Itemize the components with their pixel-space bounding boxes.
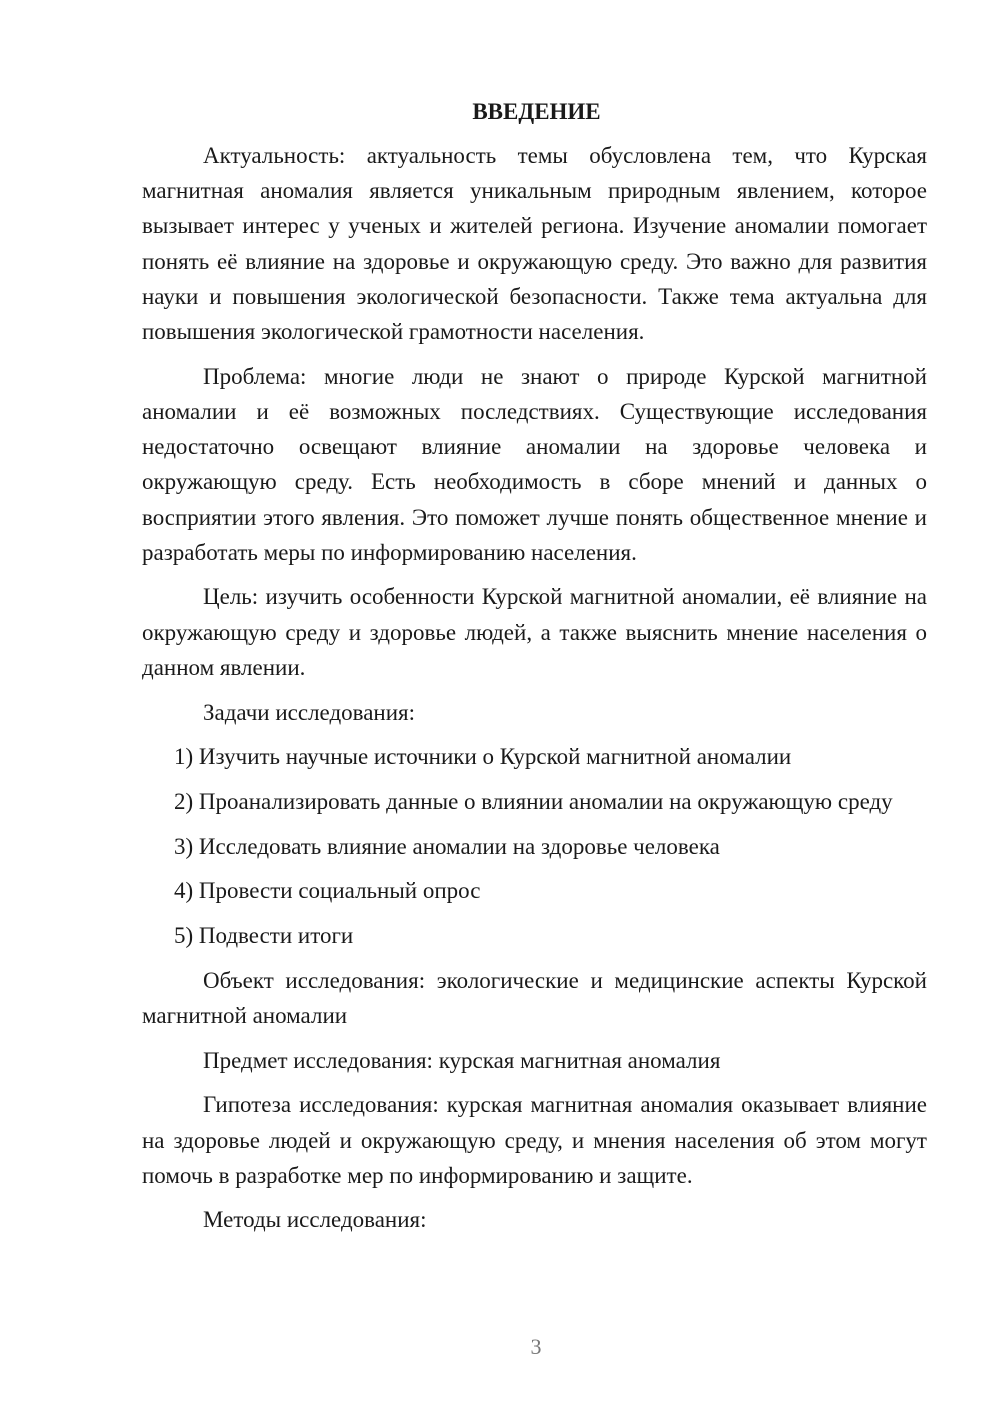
task-item-2: 2) Проанализировать данные о влиянии аномалии на окружающую среду (174, 788, 893, 814)
page-title: ВВЕДЕНИЕ (472, 99, 601, 124)
subject-paragraph: Предмет исследования: курская магнитная аномалия (203, 1047, 721, 1073)
task-item-5: 5) Подвести итоги (174, 923, 354, 949)
task-item-3: 3) Исследовать влияние аномалии на здоровье человека (174, 833, 720, 859)
object-paragraph: Объект исследования: экологические и медицинские аспекты Курской магнитной аномалии (142, 967, 927, 1028)
goal-paragraph: Цель: изучить особенности Курской магнитной аномалии, её влияние на окружающую среду и здоровье людей, а также выяснить мнение населения о данном явлении. (142, 584, 927, 680)
tasks-heading: Задачи исследования: (203, 699, 416, 725)
problem-paragraph: Проблема: многие люди не знают о природе Курской магнитной аномалии и её возможных последствиях. Существующие исследования недостаточно освещают влияние аномалии на здоровье человека и окружающую среду. Есть необходимость в сборе мнений и данных о восприятии этого явления. Это поможет лучше понять общественное мнение и разработать меры по информированию населения. (142, 363, 927, 565)
relevance-paragraph: Актуальность: актуальность темы обусловлена тем, что Курская магнитная аномалия является уникальным природным явлением, которое вызывает интерес у ученых и жителей региона. Изучение аномалии помогает понять её влияние на здоровье и окружающую среду. Это важно для развития науки и повышения экологической безопасности. Также тема актуальна для повышения экологической грамотности населения. (142, 143, 927, 345)
page-number: 3 (530, 1334, 542, 1359)
hypothesis-paragraph: Гипотеза исследования: курская магнитная аномалия оказывает влияние на здоровье людей и окружающую среду, и мнения населения об этом могут помочь в разработке мер по информированию и защите. (142, 1092, 927, 1188)
page-content (142, 94, 927, 1247)
methods-heading: Методы исследования: (203, 1207, 427, 1233)
task-item-1: 1) Изучить научные источники о Курской магнитной аномалии (174, 744, 792, 770)
task-item-4: 4) Провести социальный опрос (174, 878, 481, 904)
